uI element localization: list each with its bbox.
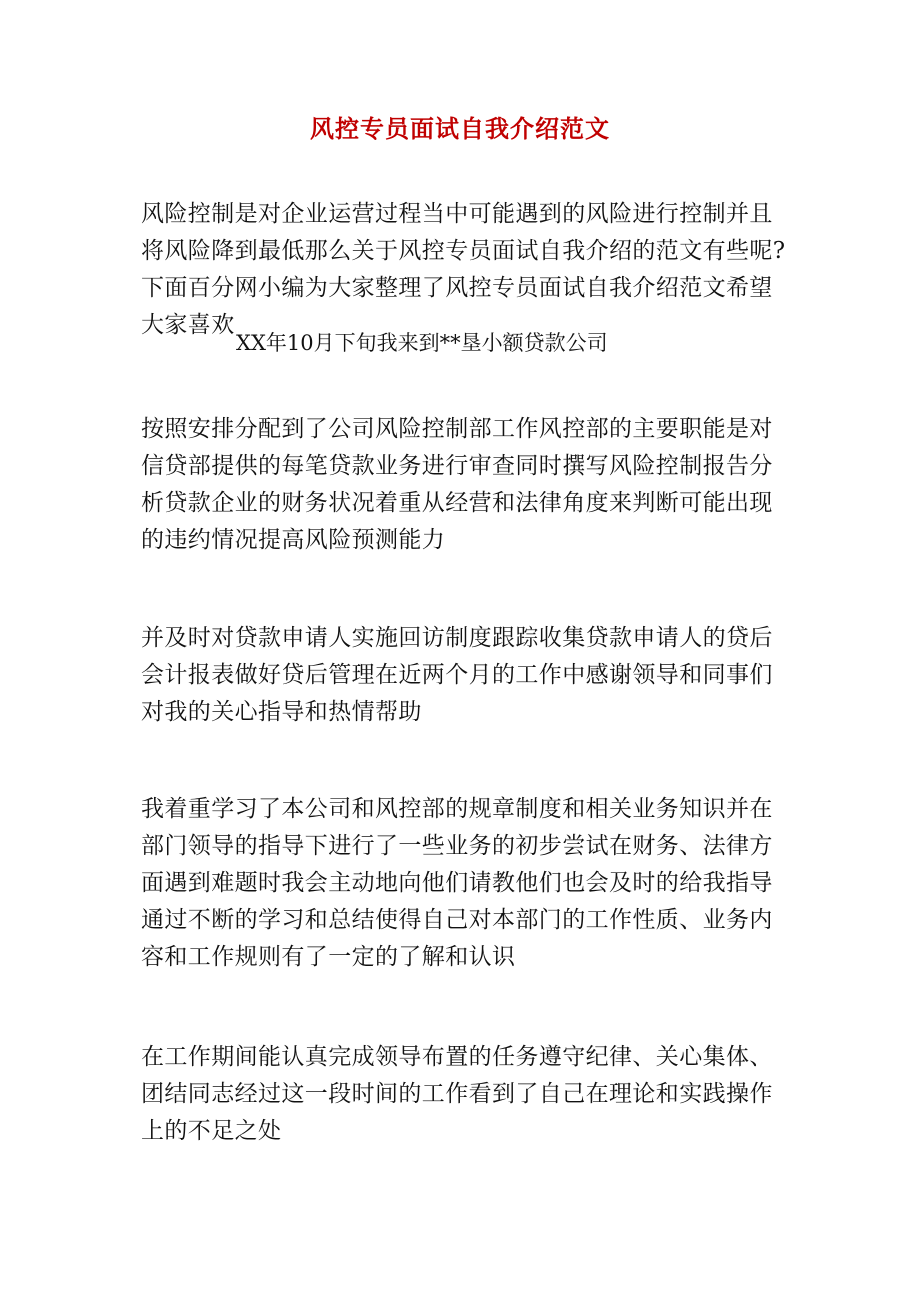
paragraph-followup: 并及时对贷款申请人实施回访制度跟踪收集贷款申请人的贷后会计报表做好贷后管理在近两个月的工作中感谢领导和同事们对我的关心指导和热情帮助 xyxy=(141,625,773,725)
paragraph-summary: 在工作期间能认真完成领导布置的任务遵守纪律、关心集体、团结同志经过这一段时间的工作看到了自己在理论和实践操作上的不足之处 xyxy=(141,1044,773,1144)
paragraph-duties: 按照安排分配到了公司风险控制部工作风控部的主要职能是对信贷部提供的每笔贷款业务进行审查同时撰写风险控制报告分析贷款企业的财务状况着重从经营和法律角度来判断可能出现的违约情况提高风险预测能力 xyxy=(141,416,773,553)
document-title: 风控专员面试自我介绍范文 xyxy=(310,114,610,143)
paragraph-intro: 风险控制是对企业运营过程当中可能遇到的风险进行控制并且将风险降到最低那么关于风控专员面试自我介绍的范文有些呢?下面百分网小编为大家整理了风控专员面试自我介绍范文希望大家喜欢 xyxy=(141,201,786,338)
paragraph-learning: 我着重学习了本公司和风控部的规章制度和相关业务知识并在部门领导的指导下进行了一些业务的初步尝试在财务、法律方面遇到难题时我会主动地向他们请教他们也会及时的给我指导通过不断的学习和总结使得自己对本部门的工作性质、业务内容和工作规则有了一定的了解和认识 xyxy=(141,796,773,970)
paragraph-date-line: XX年10月下旬我来到**垦小额贷款公司 xyxy=(236,331,608,355)
